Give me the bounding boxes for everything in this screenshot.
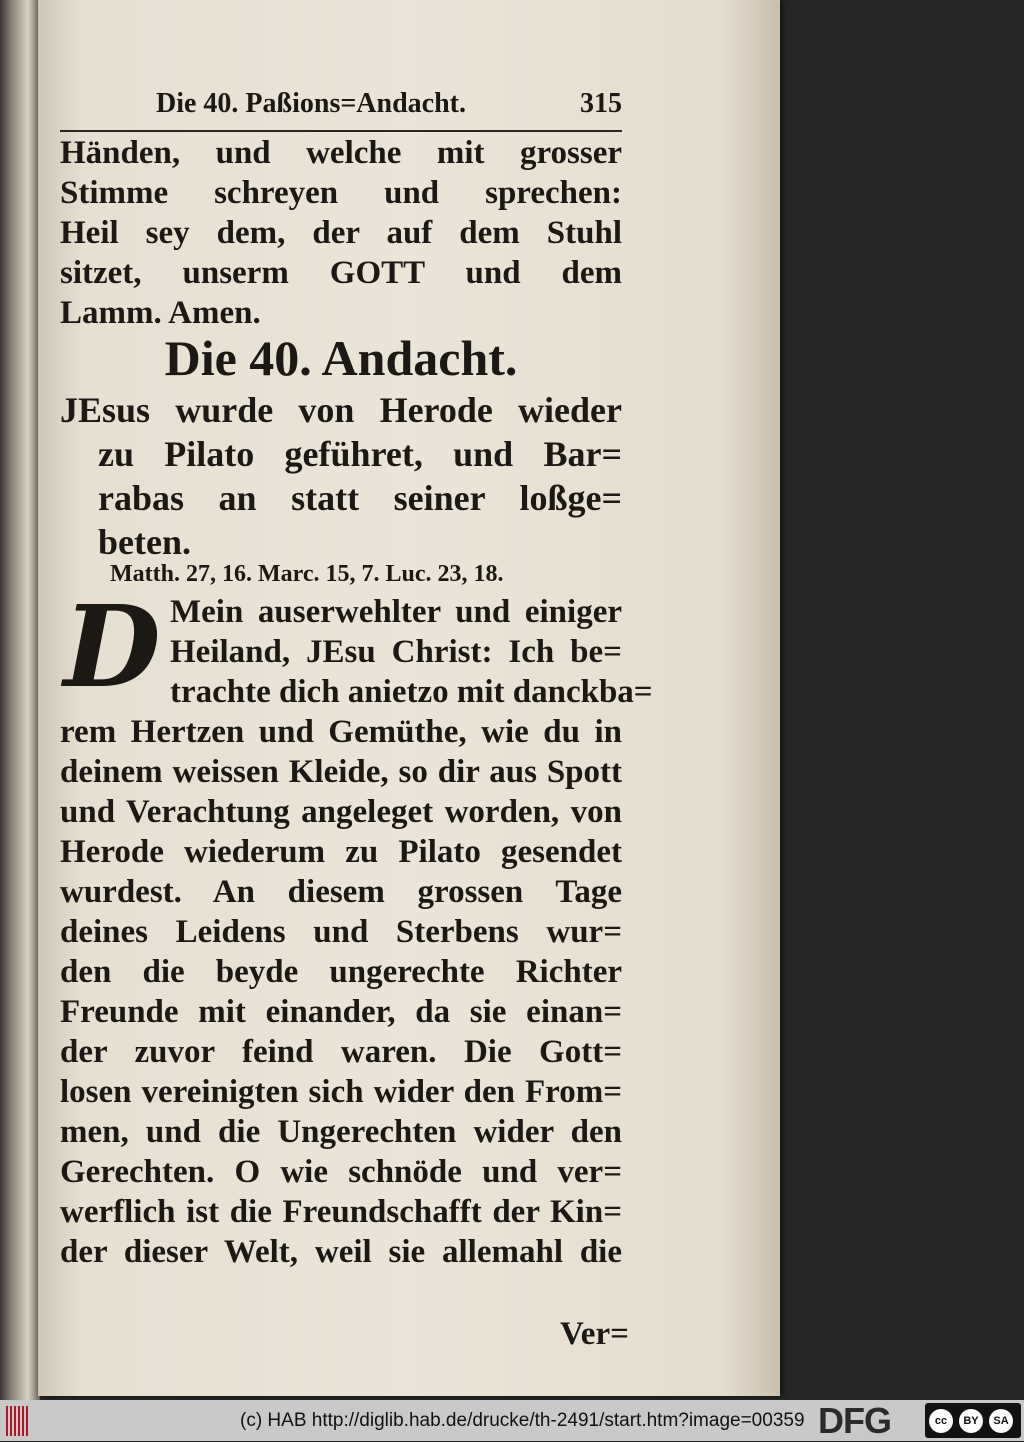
footer-bar — [0, 1400, 1024, 1441]
catchword: Ver= — [560, 1316, 629, 1352]
text-line: deinem weissen Kleide, so dir aus Spott — [60, 754, 622, 790]
hab-logo-icon — [6, 1406, 28, 1436]
scripture-reference: Matth. 27, 16. Marc. 15, 7. Luc. 23, 18. — [110, 561, 504, 587]
text-line: der dieser Welt, weil sie allemahl die — [60, 1234, 622, 1270]
running-head-title: Die 40. Paßions=Andacht. — [156, 88, 466, 119]
text-line: men, und die Ungerechten wider den — [60, 1114, 622, 1150]
text-line: Herode wiederum zu Pilato gesendet — [60, 834, 622, 870]
running-head — [60, 84, 622, 124]
text-line: rem Hertzen und Gemüthe, wie du in — [60, 714, 622, 750]
text-line: werflich ist die Freundschafft der Kin= — [60, 1194, 622, 1230]
text-line: der zuvor feind waren. Die Gott= — [60, 1034, 622, 1070]
text-line: deines Leidens und Sterbens wur= — [60, 914, 622, 950]
source-url[interactable]: (c) HAB http://diglib.hab.de/drucke/th-2491/start.htm?image=00359 — [240, 1409, 805, 1431]
text-line: Händen, und welche mit grosser — [60, 135, 622, 171]
header-rule — [60, 130, 622, 132]
text-line: Heiland, JEsu Christ: Ich be= — [170, 634, 622, 670]
text-line: den die beyde ungerechte Richter — [60, 954, 622, 990]
section-subheading — [60, 388, 622, 564]
text-line: Freunde mit einander, da sie einan= — [60, 994, 622, 1030]
text-line: wurdest. An diesem grossen Tage — [60, 874, 622, 910]
text-line: Mein auserwehlter und einiger — [170, 594, 622, 630]
text-line: Lamm. Amen. — [60, 295, 261, 331]
top-paragraph — [60, 133, 622, 333]
by-icon: BY — [959, 1409, 983, 1433]
decorated-initial: D — [63, 582, 161, 713]
page-number: 315 — [580, 88, 622, 119]
previous-page-edge — [0, 0, 40, 1400]
text-line: losen vereinigten sich wider den From= — [60, 1074, 622, 1110]
body-paragraph — [60, 582, 653, 1272]
text-line: und Verachtung angeleget worden, von — [60, 794, 622, 830]
text-line: sitzet, unserm GOTT und dem — [60, 255, 622, 291]
text-line: Heil sey dem, der auf dem Stuhl — [60, 215, 622, 251]
text-line: beten. — [98, 522, 191, 562]
text-line: trachte dich anietzo mit danckba= — [170, 674, 653, 710]
text-line: Gerechten. O wie schnöde und ver= — [60, 1154, 622, 1190]
text-line: JEsus wurde von Herode wieder — [60, 390, 622, 430]
sa-icon: SA — [989, 1409, 1013, 1433]
section-heading: Die 40. Andacht. — [164, 330, 518, 386]
cc-license-badge[interactable] — [925, 1403, 1021, 1438]
cc-icon: cc — [929, 1409, 953, 1433]
dfg-logo: DFG — [818, 1399, 891, 1441]
text-line: zu Pilato geführet, und Bar= — [98, 434, 622, 474]
text-line: rabas an statt seiner loßge= — [98, 478, 622, 518]
text-line: Stimme schreyen und sprechen: — [60, 175, 622, 211]
